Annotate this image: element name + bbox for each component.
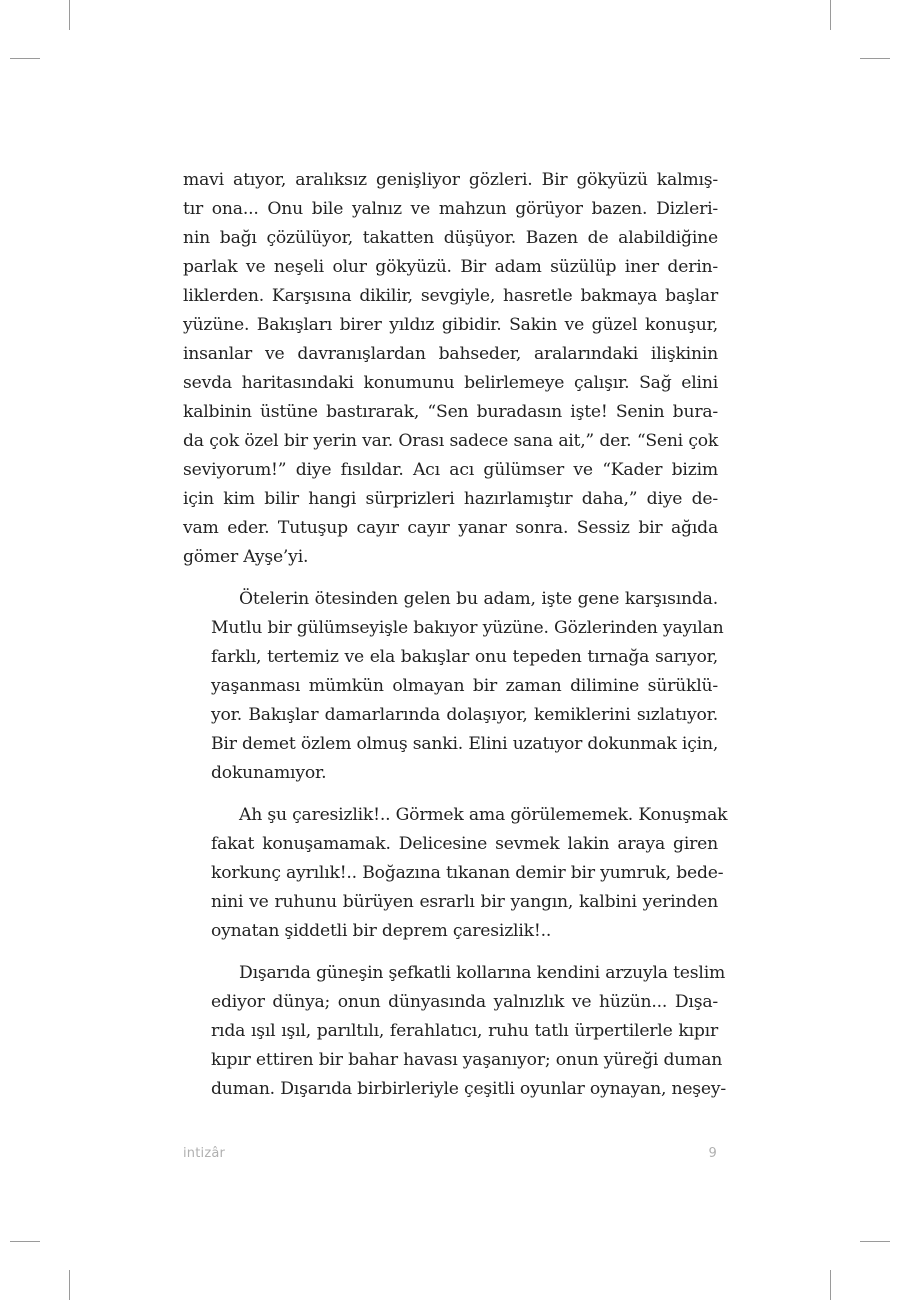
text-line: yaşanması mümkün olmayan bir zaman dilimine sürüklü-: [211, 676, 718, 696]
running-footer-book-title: intizâr: [183, 1146, 226, 1161]
crop-mark-bottom-right: [830, 1270, 831, 1300]
crop-mark-top-left: [69, 0, 70, 30]
text-line: dokunamıyor.: [211, 763, 327, 783]
text-line: nini ve ruhunu bürüyen esrarlı bir yangın, kalbini yerinden: [211, 892, 718, 912]
text-line: Mutlu bir gülümseyişle bakıyor yüzüne. Gözlerinden yayılan: [211, 618, 724, 638]
text-line: yüzüne. Bakışları birer yıldız gibidir. Sakin ve güzel konuşur,: [183, 315, 718, 335]
crop-mark-bottom-left: [69, 1270, 70, 1300]
crop-mark-left-bottom: [10, 1241, 40, 1242]
text-line: oynatan şiddetli bir deprem çaresizlik!..: [211, 921, 552, 941]
text-line: duman. Dışarıda birbirleriyle çeşitli oyunlar oynayan, neşey-: [211, 1079, 727, 1099]
text-line: kıpır ettiren bir bahar havası yaşanıyor; onun yüreği duman: [211, 1050, 723, 1070]
text-line: ediyor dünya; onun dünyasında yalnızlık ve hüzün... Dışa-: [211, 992, 718, 1012]
text-line: da çok özel bir yerin var. Orası sadece sana ait,” der. “Seni çok: [183, 431, 718, 451]
crop-mark-right-top: [860, 58, 890, 59]
text-line: tır ona... Onu bile yalnız ve mahzun görüyor bazen. Dizleri-: [183, 199, 718, 219]
text-line: Ötelerin ötesinden gelen bu adam, işte gene karşısında.: [239, 589, 718, 609]
text-line: farklı, tertemiz ve ela bakışlar onu tepeden tırnağa sarıyor,: [211, 647, 718, 667]
text-line: yor. Bakışlar damarlarında dolaşıyor, kemiklerini sızlatıyor.: [211, 705, 718, 725]
paragraph-2: [183, 585, 724, 788]
paragraph-4: [183, 959, 727, 1104]
crop-mark-top-right: [830, 0, 831, 30]
text-line: parlak ve neşeli olur gökyüzü. Bir adam süzülüp iner derin-: [183, 257, 718, 277]
paragraph-1: [183, 166, 718, 572]
text-line: için kim bilir hangi sürprizleri hazırlamıştır daha,” diye de-: [183, 489, 718, 509]
text-line: nin bağı çözülüyor, takatten düşüyor. Bazen de alabildiğine: [183, 228, 718, 248]
text-line: rıda ışıl ışıl, parıltılı, ferahlatıcı, ruhu tatlı ürpertilerle kıpır: [211, 1021, 718, 1041]
text-line: sevda haritasındaki konumunu belirlemeye çalışır. Sağ elini: [183, 373, 718, 393]
text-line: Ah şu çaresizlik!.. Görmek ama görülememek. Konuşmak: [239, 805, 728, 825]
text-line: kalbinin üstüne bastırarak, “Sen buradasın işte! Senin bura-: [183, 402, 718, 422]
page-number: 9: [708, 1146, 717, 1161]
text-line: liklerden. Karşısına dikilir, sevgiyle, hasretle bakmaya başlar: [183, 286, 718, 306]
body-text: [183, 166, 728, 1117]
text-line: mavi atıyor, aralıksız genişliyor gözleri. Bir gökyüzü kalmış-: [183, 170, 718, 190]
crop-mark-right-bottom: [860, 1241, 890, 1242]
text-line: vam eder. Tutuşup cayır cayır yanar sonra. Sessiz bir ağıda: [183, 518, 718, 538]
paragraph-3: [183, 801, 728, 946]
text-line: seviyorum!” diye fısıldar. Acı acı gülümser ve “Kader bizim: [183, 460, 718, 480]
text-line: Dışarıda güneşin şefkatli kollarına kendini arzuyla teslim: [239, 963, 726, 983]
crop-mark-left-top: [10, 58, 40, 59]
text-line: korkunç ayrılık!.. Boğazına tıkanan demir bir yumruk, bede-: [211, 863, 724, 883]
text-line: gömer Ayşe’yi.: [183, 547, 309, 567]
text-line: fakat konuşamamak. Delicesine sevmek lakin araya giren: [211, 834, 718, 854]
text-line: insanlar ve davranışlardan bahseder, aralarındaki ilişkinin: [183, 344, 718, 364]
text-line: Bir demet özlem olmuş sanki. Elini uzatıyor dokunmak için,: [211, 734, 719, 754]
